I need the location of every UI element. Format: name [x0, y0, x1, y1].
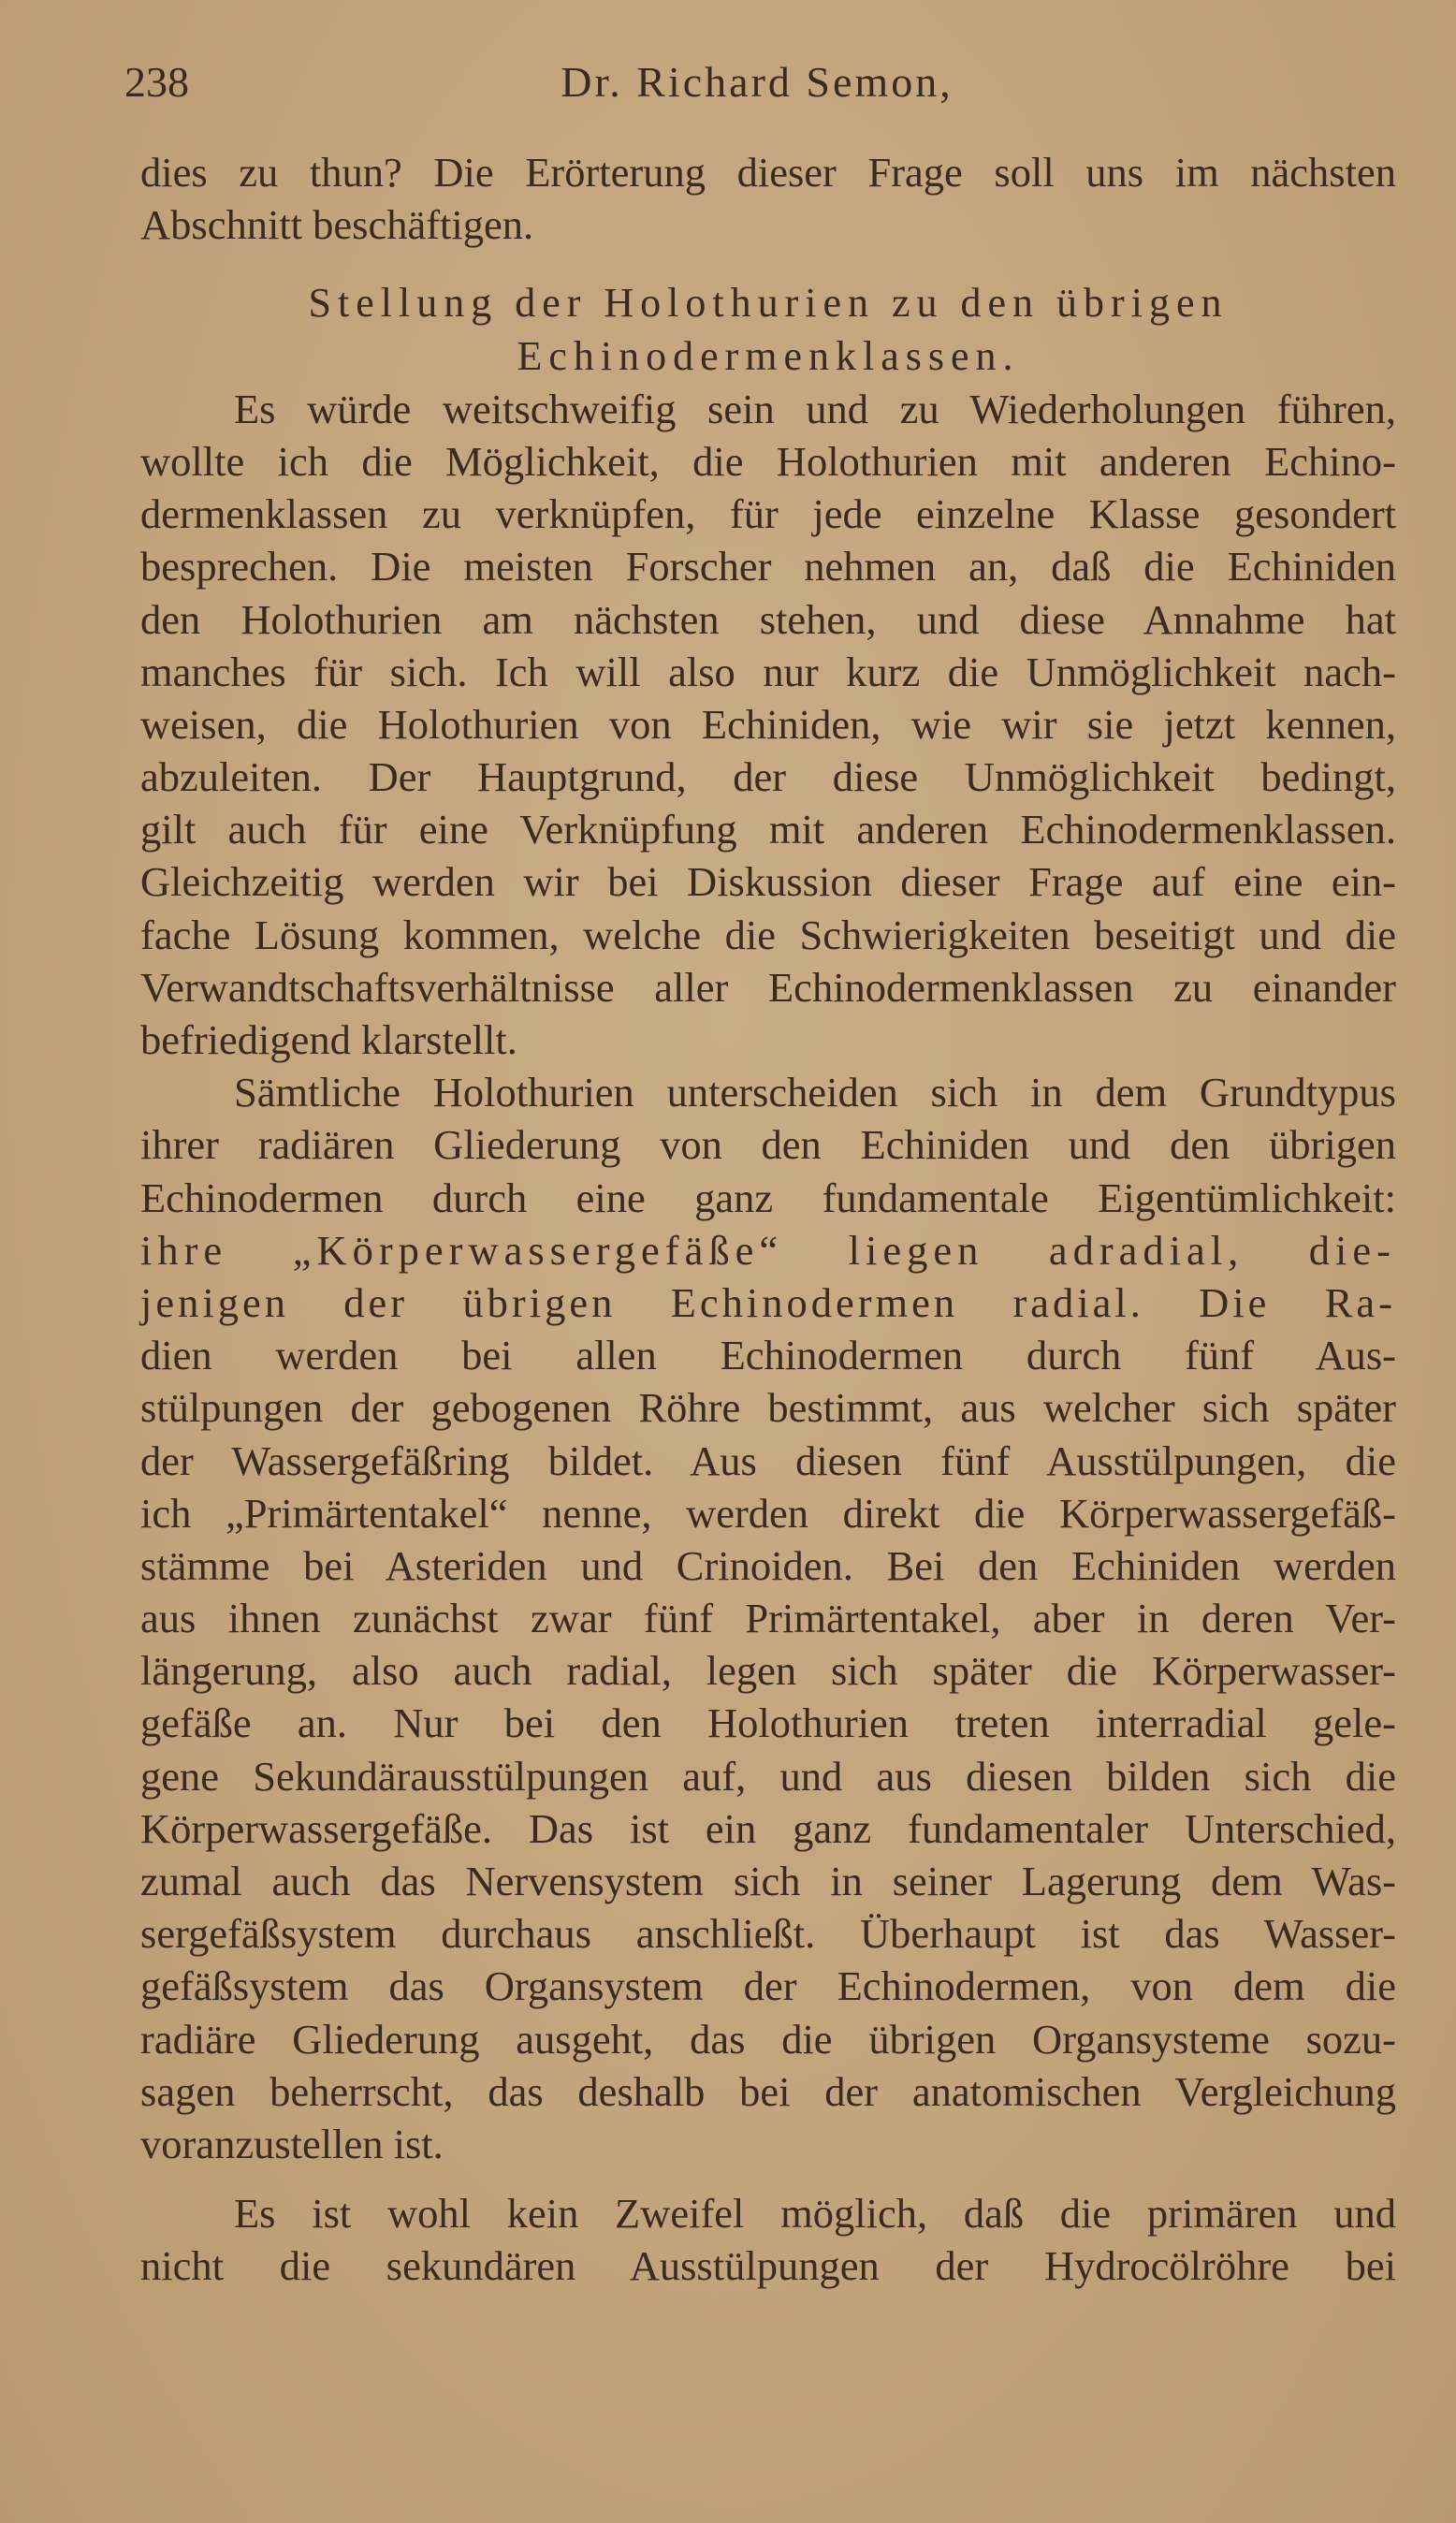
text-line: Es ist wohl kein Zweifel möglich, daß die primären und: [234, 2190, 1396, 2238]
intro-paragraph: [140, 146, 1396, 251]
text-line: dies zu thun? Die Erörterung dieser Frage soll uns im nächsten: [140, 149, 1396, 196]
body-text: [140, 146, 1396, 2293]
text-line: gilt auch für eine Verknüpfung mit anderen Echinodermenklassen.: [140, 806, 1396, 853]
text-line: abzuleiten. Der Hauptgrund, der diese Unmöglichkeit bedingt,: [140, 753, 1396, 801]
heading-line: Echinodermenklassen.: [517, 332, 1020, 379]
text-line: gene Sekundärausstülpungen auf, und aus diesen bilden sich die: [140, 1752, 1396, 1800]
text-line: wollte ich die Möglichkeit, die Holothurien mit anderen Echino-: [140, 437, 1396, 485]
section-heading: [140, 277, 1396, 382]
text-line: radiäre Gliederung ausgeht, das die übrigen Organsysteme sozu-: [140, 2015, 1396, 2063]
text-line: fache Lösung kommen, welche die Schwierigkeiten beseitigt und die: [140, 911, 1396, 958]
text-line: aus ihnen zunächst zwar fünf Primärtentakel, aber in deren Ver-: [140, 1595, 1396, 1642]
heading-line: Stellung der Holothurien zu den übrigen: [308, 280, 1229, 327]
text-line: weisen, die Holothurien von Echiniden, wie wir sie jetzt kennen,: [140, 700, 1396, 748]
text-line: Echinodermen durch eine ganz fundamentale Eigentümlichkeit:: [140, 1174, 1396, 1221]
page-number: 238: [124, 58, 189, 106]
text-line: stämme bei Asteriden und Crinoiden. Bei den Echiniden werden: [140, 1541, 1396, 1589]
text-line: besprechen. Die meisten Forscher nehmen an, daß die Echiniden: [140, 543, 1396, 591]
running-head: Dr. Richard Semon,: [561, 58, 954, 106]
paragraph-1: [140, 383, 1396, 1066]
text-line: Gleichzeitig werden wir bei Diskussion dieser Frage auf eine ein-: [140, 858, 1396, 906]
text-line: Es würde weitschweifig sein und zu Wiederholungen führen,: [234, 385, 1396, 432]
text-line: voranzustellen ist.: [140, 2120, 444, 2167]
text-line-spaced: ihre „Körperwassergefäße“ liegen adradial, die-: [140, 1226, 1396, 1274]
text-line: dermenklassen zu verknüpfen, für jede einzelne Klasse gesondert: [140, 490, 1396, 538]
text-line: Sämtliche Holothurien unterscheiden sich in dem Grundtypus: [234, 1069, 1396, 1116]
text-line: den Holothurien am nächsten stehen, und diese Annahme hat: [140, 595, 1396, 643]
text-line: befriedigend klarstellt.: [140, 1016, 517, 1063]
text-line: sergefäßsystem durchaus anschließt. Überhaupt ist das Wasser-: [140, 1910, 1396, 1958]
text-line: der Wassergefäßring bildet. Aus diesen fünf Ausstülpungen, die: [140, 1437, 1396, 1484]
text-line: Abschnitt beschäftigen.: [140, 201, 534, 249]
text-line: ich „Primärtentakel“ nenne, werden direkt die Körperwassergefäß-: [140, 1489, 1396, 1537]
text-line: manches für sich. Ich will also nur kurz die Unmöglichkeit nach-: [140, 648, 1396, 695]
paragraph-3: [140, 2187, 1396, 2292]
text-line: dien werden bei allen Echinodermen durch fünf Aus-: [140, 1332, 1396, 1379]
text-line: zumal auch das Nervensystem sich in seiner Lagerung dem Was-: [140, 1858, 1396, 1904]
text-line-spaced: jenigen der übrigen Echinodermen radial. Die Ra-: [140, 1278, 1396, 1326]
text-line: stülpungen der gebogenen Röhre bestimmt, aus welcher sich später: [140, 1384, 1396, 1432]
text-line: sagen beherrscht, das deshalb bei der anatomischen Vergleichung: [140, 2067, 1396, 2115]
text-line: nicht die sekundären Ausstülpungen der Hydrocölröhre bei: [140, 2242, 1396, 2290]
page-header: [124, 54, 1390, 110]
text-line: gefäßsystem das Organsystem der Echinodermen, von dem die: [140, 1962, 1396, 2010]
text-line: Körperwassergefäße. Das ist ein ganz fundamentaler Unterschied,: [140, 1804, 1396, 1852]
paragraph-2: [140, 1066, 1396, 2170]
text-line: gefäße an. Nur bei den Holothurien treten interradial gele-: [140, 1699, 1396, 1747]
text-line: ihrer radiären Gliederung von den Echiniden und den übrigen: [140, 1121, 1396, 1169]
text-line: Verwandtschaftsverhältnisse aller Echinodermenklassen zu einander: [140, 963, 1396, 1011]
text-line: längerung, also auch radial, legen sich später die Körperwasser-: [140, 1647, 1396, 1695]
